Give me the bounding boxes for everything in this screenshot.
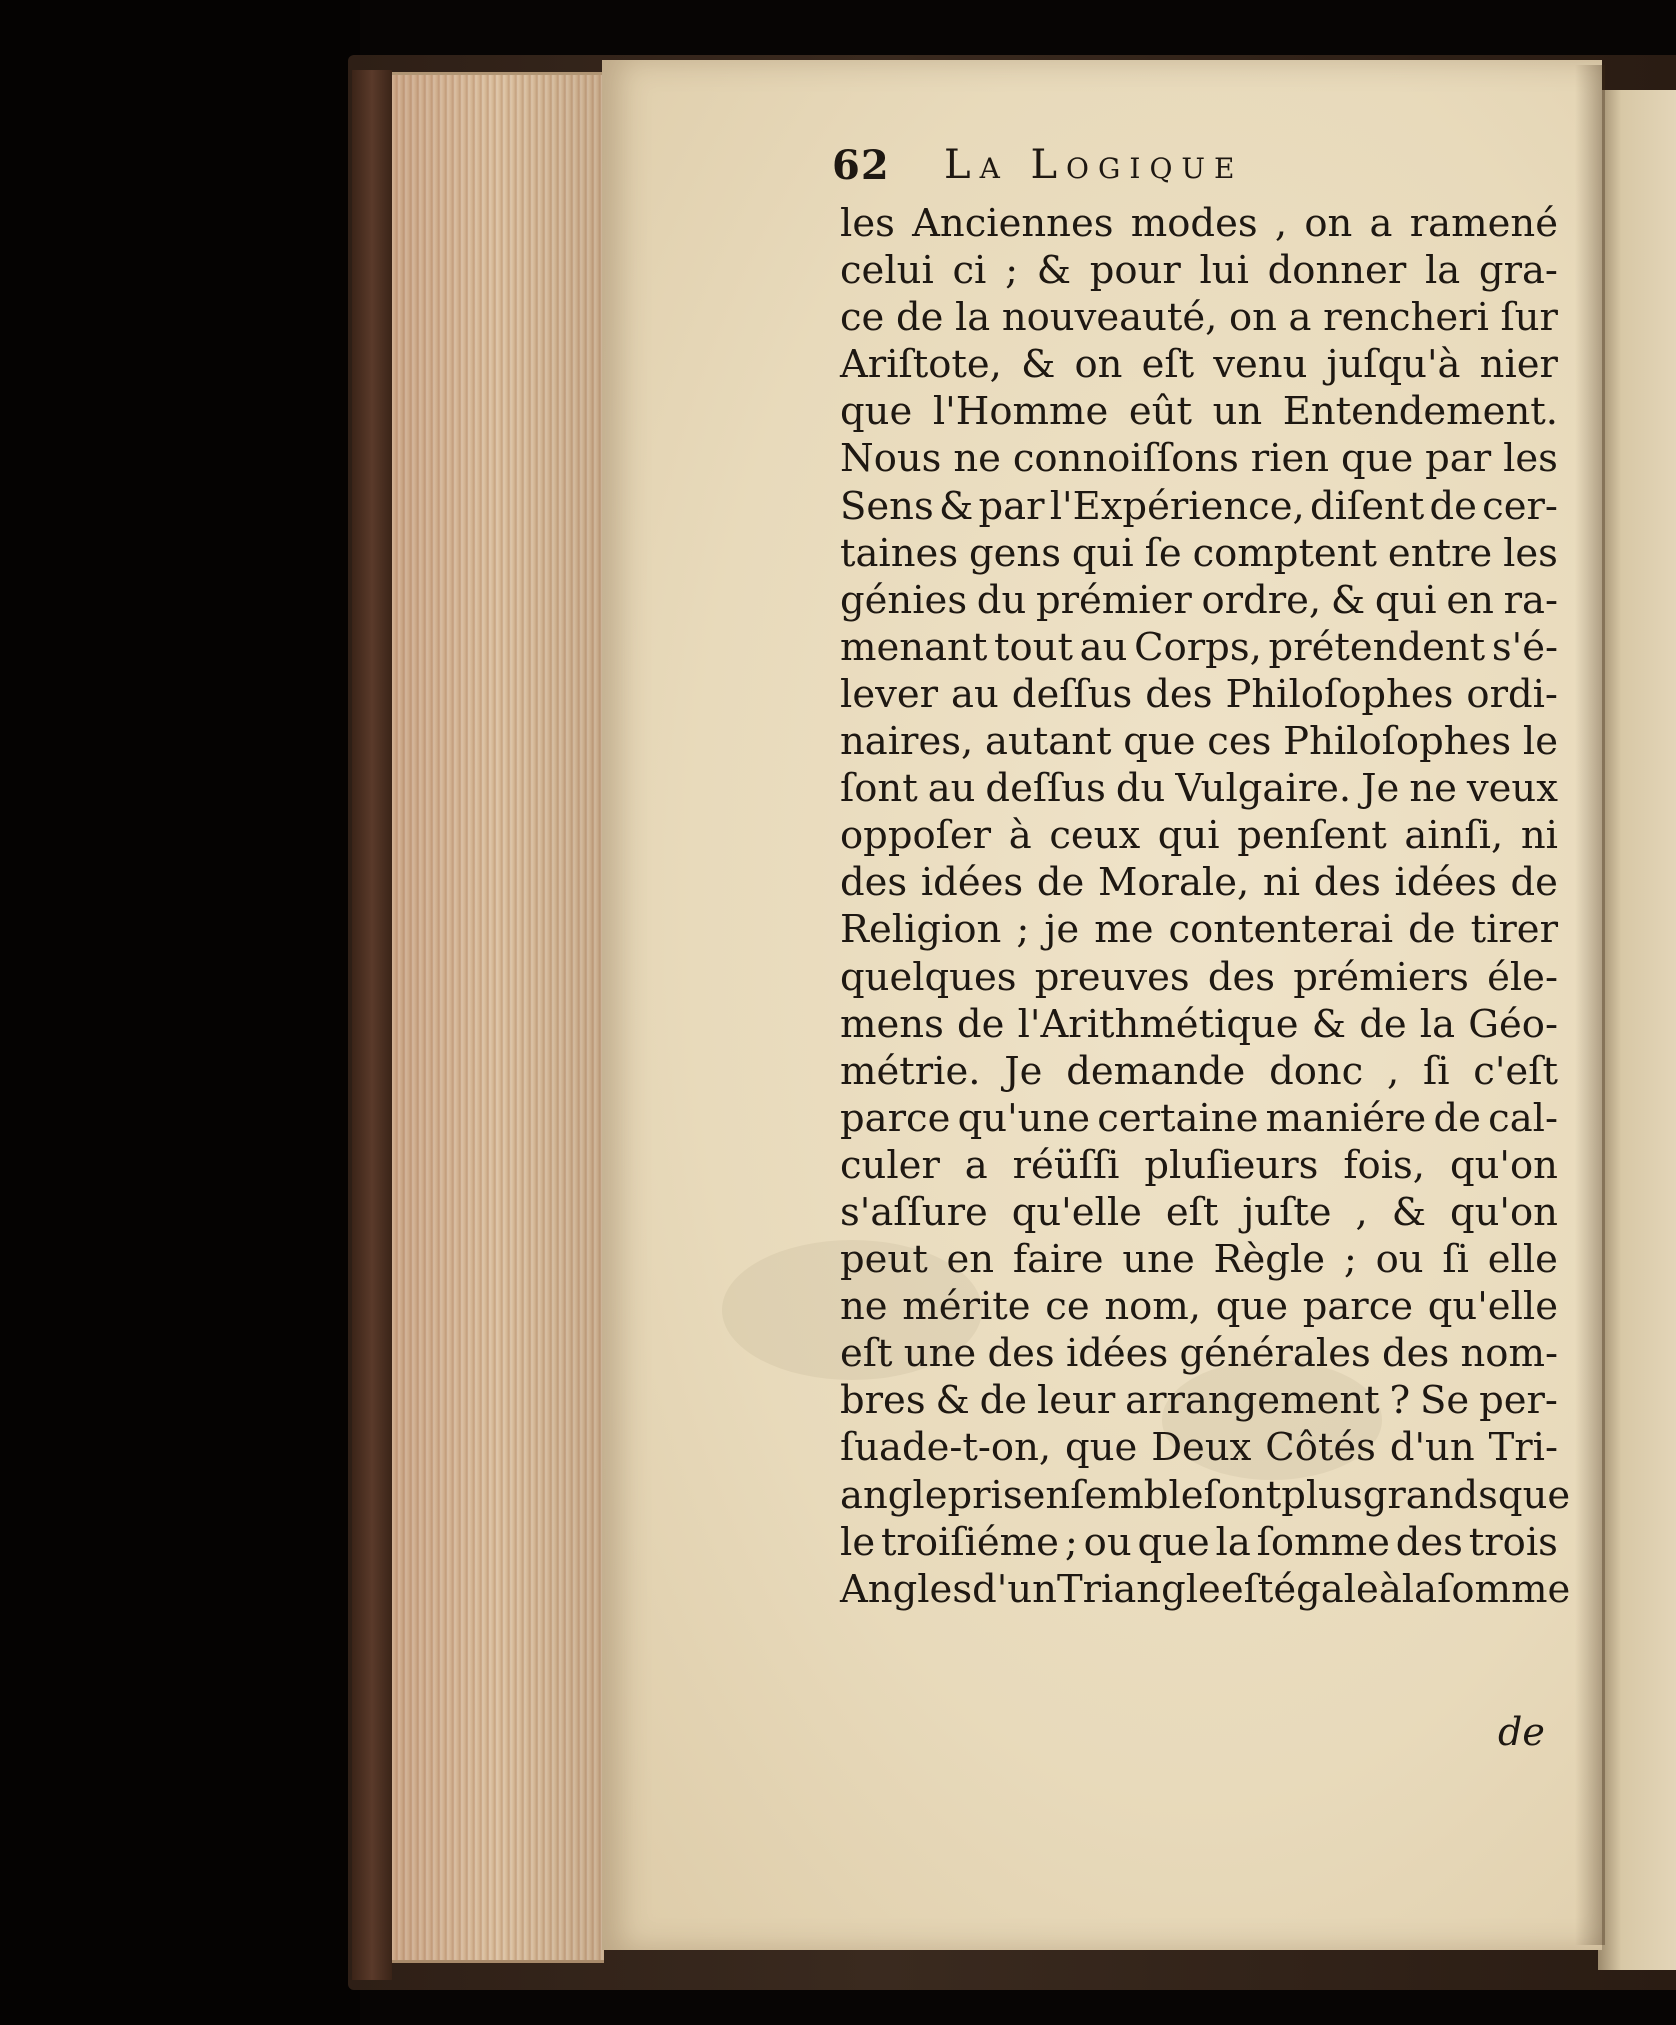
- text-line: bres & de leur arrangement ? Se per-: [840, 1378, 1558, 1424]
- text-line: culer a réüſſi pluſieurs fois, qu'on: [840, 1142, 1558, 1188]
- book-spine: [352, 70, 392, 1980]
- background: [0, 0, 360, 2025]
- text-line: Ariſtote, & on eſt venu juſqu'à nier: [840, 342, 1558, 388]
- text-line: eſt une des idées générales des nom-: [840, 1331, 1558, 1377]
- text-line: que l'Homme eût un Entendement.: [840, 389, 1558, 435]
- text-line: métrie. Je demande donc , ſi c'eſt: [840, 1048, 1558, 1094]
- text-line: Sens & par l'Expérience, diſent de cer-: [840, 483, 1558, 529]
- text-line: ce de la nouveauté, on a rencheri ſur: [840, 295, 1558, 341]
- page-edges: [392, 72, 604, 1963]
- text-line: quelques preuves des prémiers éle-: [840, 954, 1558, 1000]
- page-gutter-shadow: [1575, 65, 1605, 1945]
- text-line: ne mérite ce nom, que parce qu'elle: [840, 1284, 1558, 1330]
- catchword: de: [1498, 1710, 1545, 1754]
- text-line: lever au deſſus des Philoſophes ordi-: [840, 671, 1558, 717]
- text-line: Nous ne connoiſſons rien que par les: [840, 436, 1558, 482]
- body-text: [840, 200, 1571, 1613]
- text-line: oppoſer à ceux qui penſent ainſi, ni: [840, 813, 1558, 859]
- text-line: ſont au deſſus du Vulgaire. Je ne veux: [840, 766, 1558, 812]
- text-line: s'aſſure qu'elle eſt juſte , & qu'on: [840, 1189, 1558, 1235]
- text-line: Religion ; je me contenterai de tirer: [840, 907, 1558, 953]
- text-line: menant tout au Corps, prétendent s'é-: [840, 624, 1558, 670]
- text-line: parce qu'une certaine maniére de cal-: [840, 1095, 1558, 1141]
- text-line: celui ci ; & pour lui donner la gra-: [840, 248, 1558, 294]
- page-header: [832, 142, 1392, 202]
- text-line: angle pris enſemble ſont plus grands que: [840, 1472, 1571, 1518]
- page-number: 62: [832, 142, 890, 189]
- text-line: des idées de Morale, ni des idées de: [840, 860, 1558, 906]
- text-line: ſuade-t-on, que Deux Côtés d'un Tri-: [840, 1425, 1558, 1471]
- text-line: mens de l'Arithmétique & de la Géo-: [840, 1001, 1558, 1047]
- text-line: Angles d'un Triangle eſt égale à la ſomme: [840, 1566, 1571, 1612]
- text-line: les Anciennes modes , on a ramené: [840, 201, 1558, 246]
- text-line: peut en faire une Règle ; ou ſi elle: [840, 1237, 1558, 1283]
- text-line: taines gens qui ſe comptent entre les: [840, 530, 1558, 576]
- running-title: La Logique: [944, 142, 1244, 188]
- text-line: le troiſiéme ; ou que la ſomme des trois: [840, 1519, 1558, 1565]
- facing-page-edge: [1598, 90, 1676, 1970]
- text-line: naires, autant que ces Philoſophes le: [840, 719, 1558, 765]
- text-line: génies du prémier ordre, & qui en ra-: [840, 577, 1558, 623]
